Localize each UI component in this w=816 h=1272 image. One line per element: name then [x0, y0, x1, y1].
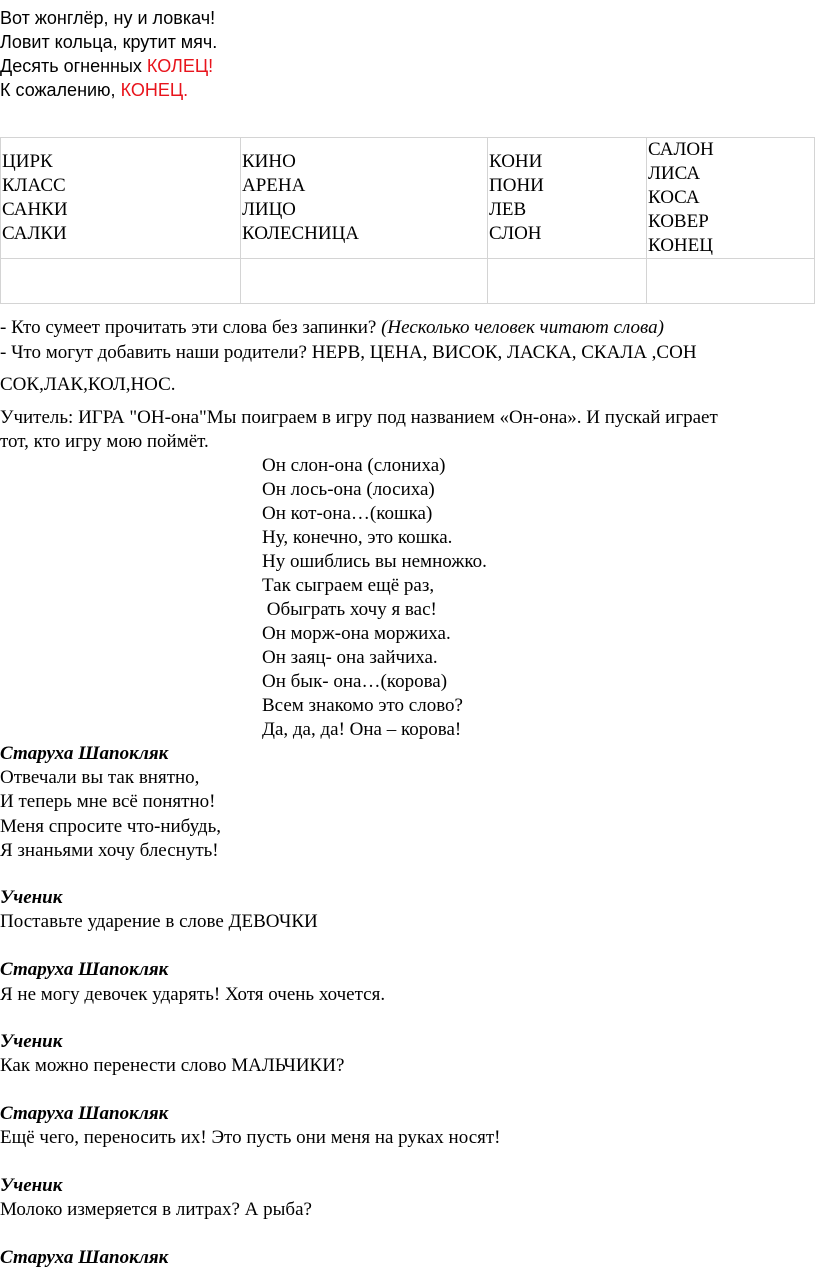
dialogue-line: И теперь мне всё понятно!	[0, 791, 216, 812]
table-cell: КИНО АРЕНА ЛИЦО КОЛЕСНИЦА	[241, 138, 488, 259]
dialogue-line: Молоко измеряется в литрах? А рыба?	[0, 1199, 312, 1220]
teacher-line: Учитель: ИГРА "ОН-она"Мы поиграем в игру под названием «Он-она». И пускай играет	[0, 407, 718, 428]
dialogue-line: Меня спросите что-нибудь,	[0, 816, 221, 837]
table-cell-empty	[241, 259, 488, 304]
table-cell-empty	[488, 259, 647, 304]
dialogue-line: Я знаньями хочу блеснуть!	[0, 840, 219, 861]
highlight-word: КОЛЕЦ!	[146, 56, 214, 76]
stage-direction: (Несколько человек читают слова)	[381, 317, 664, 338]
table-cell: КОНИ ПОНИ ЛЕВ СЛОН	[488, 138, 647, 259]
speaker-name: Старуха Шапокляк	[0, 1247, 169, 1268]
poem-line: Ну ошиблись вы немножко.	[262, 551, 487, 572]
dialogue-line: Я не могу девочек ударять! Хотя очень хочется.	[0, 984, 386, 1005]
dialogue-line: Ещё чего, переносить их! Это пусть они меня на руках носят!	[0, 1127, 501, 1148]
poem-line: Он морж-она моржиха.	[262, 623, 451, 644]
poem-line: Да, да, да! Она – корова!	[262, 719, 462, 740]
poem-line: Он кот-она…(кошка)	[262, 503, 433, 524]
table-cell-empty	[647, 259, 815, 304]
poem-line: Он лось-она (лосиха)	[262, 479, 435, 500]
table-cell-empty	[1, 259, 241, 304]
poem-line: Он бык- она…(корова)	[262, 671, 448, 692]
verse-line: Десять огненных КОЛЕЦ!	[0, 56, 214, 76]
speaker-name: Ученик	[0, 1031, 63, 1052]
poem-line: Он заяц- она зайчиха.	[262, 647, 438, 668]
speaker-name: Ученик	[0, 1175, 63, 1196]
verse-line: Ловит кольца, крутит мяч.	[0, 32, 218, 52]
verse-line: К сожалению, КОНЕЦ.	[0, 80, 189, 100]
highlight-word: КОНЕЦ.	[120, 80, 189, 100]
table-cell: ЦИРК КЛАСС САНКИ САЛКИ	[1, 138, 241, 259]
dialogue-line: Поставьте ударение в слове ДЕВОЧКИ	[0, 911, 318, 932]
dialogue-line: Отвечали вы так внятно,	[0, 767, 200, 788]
speaker-name: Старуха Шапокляк	[0, 743, 169, 764]
verse	[0, 6, 217, 102]
speaker-name: Старуха Шапокляк	[0, 959, 169, 980]
poem	[262, 454, 487, 742]
poem-line: Он слон-она (слониха)	[262, 455, 446, 476]
speaker-name: Ученик	[0, 887, 63, 908]
table-cell: САЛОН ЛИСА КОСА КОВЕР КОНЕЦ	[647, 138, 815, 259]
dialogue-line: Как можно перенести слово МАЛЬЧИКИ?	[0, 1055, 345, 1076]
question-line: - Что могут добавить наши родители? НЕРВ, ЦЕНА, ВИСОК, ЛАСКА, СКАЛА ,СОН	[0, 342, 697, 363]
speaker-name: Старуха Шапокляк	[0, 1103, 169, 1124]
poem-line: Обыграть хочу я вас!	[262, 599, 437, 620]
teacher-line: тот, кто игру мою поймёт.	[0, 431, 209, 452]
poem-line: Так сыграем ещё раз,	[262, 575, 435, 596]
question-line: СОК,ЛАК,КОЛ,НОС.	[0, 374, 176, 395]
verse-line: Вот жонглёр, ну и ловкач!	[0, 8, 216, 28]
word-table	[0, 137, 815, 304]
poem-line: Ну, конечно, это кошка.	[262, 527, 453, 548]
question-line: - Кто сумеет прочитать эти слова без запинки? (Несколько человек читают слова)	[0, 317, 664, 338]
poem-line: Всем знакомо это слово?	[262, 695, 463, 716]
